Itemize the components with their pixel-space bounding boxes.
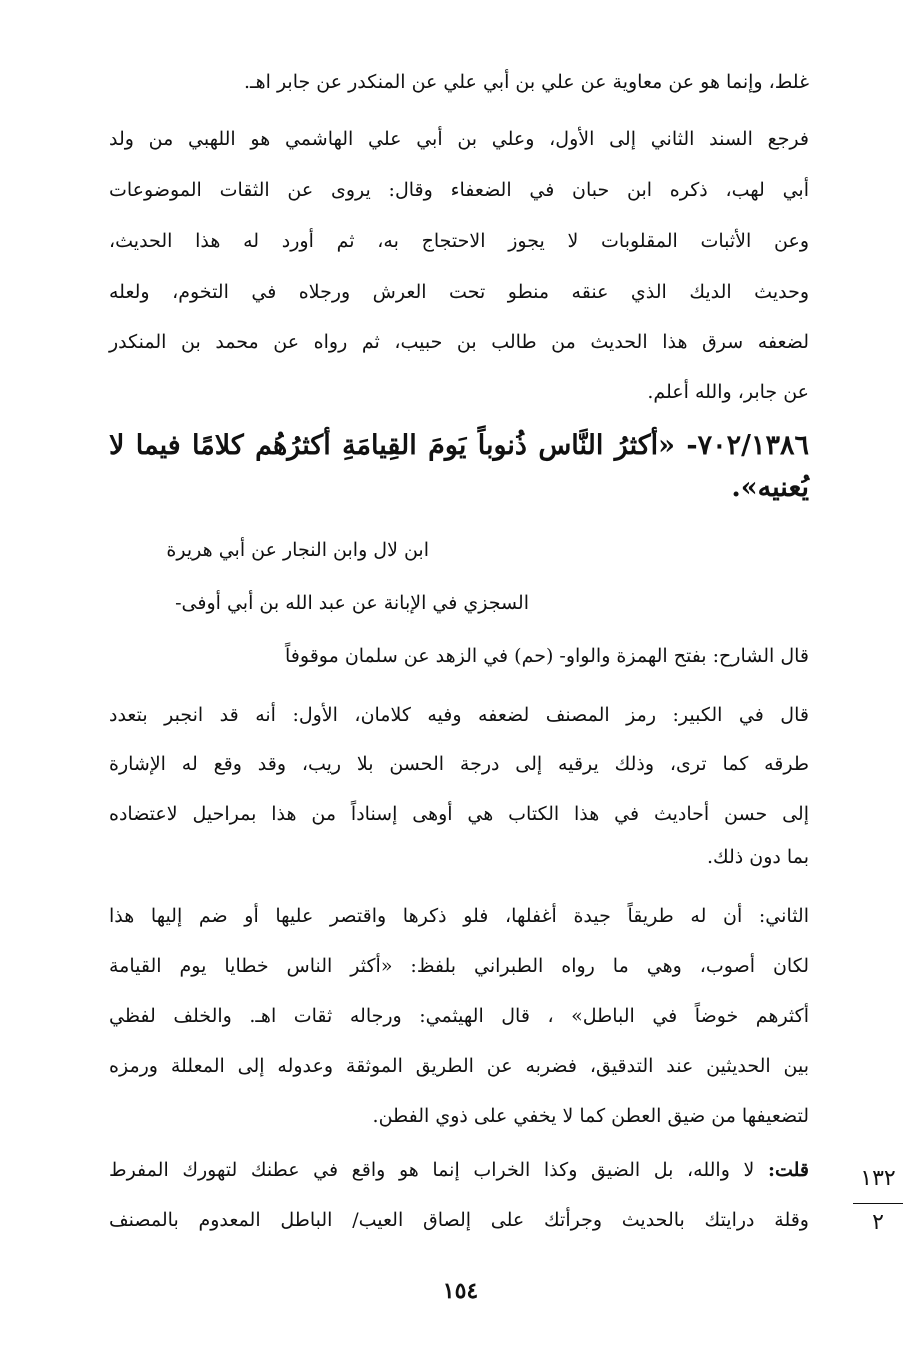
text-line: طرقه كما ترى، وذلك يرقيه إلى درجة الحسن بلا ريب، وقد وقع له الإشارة [109, 753, 809, 775]
text-line: إلى حسن أحاديث في هذا الكتاب هي أوهى إسناداً من هذا بمراحيل لاعتضاده [109, 803, 809, 825]
source-line: ابن لال وابن النجار عن أبي هريرة [166, 539, 429, 561]
text-line: لكان أصوب، وهي ما رواه الطبراني بلفظ: «أكثر الناس خطايا يوم القيامة [109, 955, 809, 977]
margin-ref-rule [853, 1203, 903, 1204]
text-line: عن جابر، والله أعلم. [647, 381, 809, 403]
text-line: بين الحديثين عند التدقيق، فضربه عن الطريق الموثقة وعدوله إلى المعللة ورمزه [109, 1055, 809, 1077]
text-line [109, 1150, 809, 1190]
text-line: أبي لهب، ذكره ابن حبان في الضعفاء وقال: يروى عن الثقات الموضوعات [109, 179, 809, 201]
hadith-heading-end: يُعنيه». [731, 472, 809, 503]
text-line: أكثرهم خوضاً في الباطل» ، قال الهيثمي: ورجاله ثقات اهـ. والخلف لفظي [109, 1005, 809, 1027]
qult-lead: قلت: [767, 1159, 809, 1181]
text-line: وعن الأثبات المقلوبات لا يجوز الاحتجاج به، ثم أورد له هذا الحديث، [109, 230, 809, 252]
text-line: وقلة درايتك بالحديث وجرأتك على إلصاق العيب/ الباطل المعدوم بالمصنف [109, 1209, 809, 1231]
margin-ref-bottom: ٢ [872, 1210, 884, 1235]
text-line: لتضعيفها من ضيق العطن كما لا يخفي على ذوي الفطن. [372, 1105, 809, 1127]
source-line: السجزي في الإبانة عن عبد الله بن أبي أوفى- [175, 592, 529, 614]
hadith-heading: ٧٠٢/١٣٨٦- «أكثرُ النَّاس ذُنوباً يَومَ القِيامَةِ أكثرُهُم كلامًا فيما لا [109, 430, 809, 461]
page-number: ١٥٤ [442, 1278, 479, 1304]
text-line: غلط، وإنما هو عن معاوية عن علي بن أبي علي عن المنكدر عن جابر اهـ. [244, 71, 809, 93]
text-line: قال في الكبير: رمز المصنف لضعفه وفيه كلامان، الأول: أنه قد انجبر بتعدد [109, 704, 809, 726]
text-line: الثاني: أن له طريقاً جيدة أغفلها، فلو ذكرها واقتصر عليها أو ضم إليها هذا [109, 905, 809, 927]
text-line: فرجع السند الثاني إلى الأول، وعلي بن أبي علي الهاشمي هو اللهبي من ولد [109, 128, 809, 150]
text-line: بما دون ذلك. [706, 846, 809, 868]
text-line: قال الشارح: بفتح الهمزة والواو- (حم) في الزهد عن سلمان موقوفاً [285, 645, 809, 667]
text-run: لا والله، بل الضيق وكذا الخراب إنما هو واقع في عطنك لتهورك المفرط [109, 1159, 768, 1181]
text-line: وحديث الديك الذي عنقه منطو تحت العرش ورجلاه في التخوم، ولعله [109, 281, 809, 303]
margin-ref-top: ١٣٢ [860, 1166, 896, 1191]
text-line: لضعفه سرق هذا الحديث من طالب بن حبيب، ثم رواه عن محمد بن المنكدر [109, 331, 809, 353]
